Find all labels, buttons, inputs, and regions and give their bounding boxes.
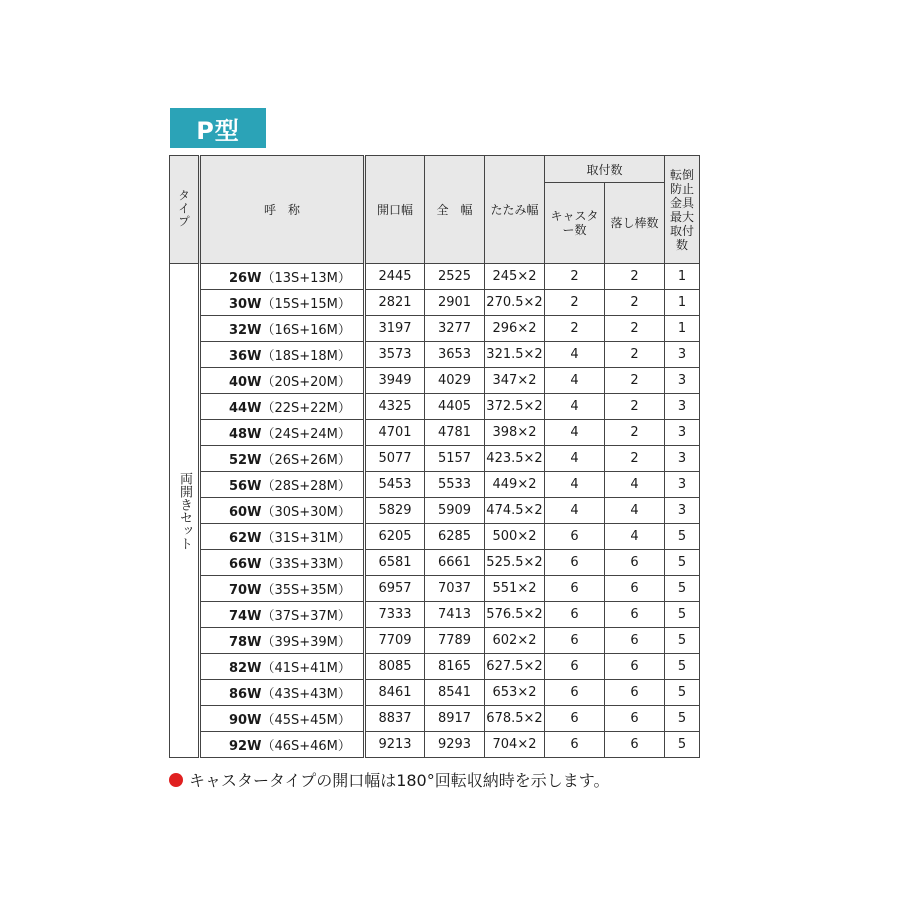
- cell-name-config: （39S+39M）: [261, 635, 351, 650]
- cell-drop: 2: [605, 342, 665, 368]
- cell-name: [200, 446, 365, 472]
- cell-anti: 5: [665, 706, 700, 732]
- cell-drop: 2: [605, 446, 665, 472]
- table-row: [170, 706, 700, 732]
- cell-name-width: 90W: [229, 713, 262, 728]
- header-name: 呼 称: [200, 156, 365, 264]
- cell-caster: 4: [545, 472, 605, 498]
- cell-caster: 4: [545, 420, 605, 446]
- cell-name-config: （45S+45M）: [261, 713, 351, 728]
- table-row: [170, 342, 700, 368]
- cell-name-width: 30W: [229, 297, 262, 312]
- table-row: [170, 550, 700, 576]
- cell-drop: 2: [605, 420, 665, 446]
- footnote-text: キャスタータイプの開口幅は180°回転収納時を示します。: [189, 771, 610, 790]
- cell-name: [200, 394, 365, 420]
- cell-name-width: 62W: [229, 531, 262, 546]
- cell-name: [200, 316, 365, 342]
- header-folded: たたみ幅: [485, 156, 545, 264]
- cell-opening: 2821: [365, 290, 425, 316]
- cell-drop: 2: [605, 316, 665, 342]
- cell-name: [200, 498, 365, 524]
- cell-full: 2901: [425, 290, 485, 316]
- cell-opening: 4325: [365, 394, 425, 420]
- cell-name: [200, 680, 365, 706]
- cell-anti: 5: [665, 654, 700, 680]
- cell-opening: 3197: [365, 316, 425, 342]
- header-type: タイプ: [170, 156, 200, 264]
- cell-folded: 347×2: [485, 368, 545, 394]
- cell-name-config: （37S+37M）: [261, 609, 351, 624]
- cell-anti: 5: [665, 602, 700, 628]
- cell-full: 6661: [425, 550, 485, 576]
- cell-folded: 653×2: [485, 680, 545, 706]
- cell-folded: 678.5×2: [485, 706, 545, 732]
- cell-anti: 3: [665, 498, 700, 524]
- cell-name: [200, 368, 365, 394]
- cell-folded: 270.5×2: [485, 290, 545, 316]
- cell-name: [200, 654, 365, 680]
- cell-name: [200, 550, 365, 576]
- type-badge: P型: [170, 108, 266, 148]
- cell-anti: 5: [665, 732, 700, 758]
- table-row: [170, 628, 700, 654]
- cell-drop: 6: [605, 628, 665, 654]
- cell-name: [200, 342, 365, 368]
- cell-name-config: （24S+24M）: [261, 427, 351, 442]
- cell-name: [200, 264, 365, 290]
- cell-full: 5533: [425, 472, 485, 498]
- cell-caster: 4: [545, 342, 605, 368]
- cell-anti: 5: [665, 628, 700, 654]
- header-drop: 落し棒数: [605, 183, 665, 264]
- cell-caster: 4: [545, 498, 605, 524]
- table-row: [170, 472, 700, 498]
- cell-name: [200, 732, 365, 758]
- cell-caster: 2: [545, 264, 605, 290]
- cell-folded: 398×2: [485, 420, 545, 446]
- cell-anti: 1: [665, 316, 700, 342]
- cell-folded: 423.5×2: [485, 446, 545, 472]
- header-caster: キャスター数: [545, 183, 605, 264]
- cell-opening: 5077: [365, 446, 425, 472]
- header-anti: [665, 156, 700, 264]
- cell-drop: 4: [605, 498, 665, 524]
- table-row: [170, 316, 700, 342]
- cell-caster: 6: [545, 602, 605, 628]
- table-row: [170, 394, 700, 420]
- cell-opening: 9213: [365, 732, 425, 758]
- cell-name-width: 74W: [229, 609, 262, 624]
- cell-drop: 6: [605, 576, 665, 602]
- cell-name-width: 40W: [229, 375, 262, 390]
- red-bullet-icon: [169, 773, 183, 787]
- cell-name: [200, 290, 365, 316]
- cell-name-config: （20S+20M）: [261, 375, 351, 390]
- cell-full: 2525: [425, 264, 485, 290]
- cell-caster: 2: [545, 316, 605, 342]
- cell-drop: 2: [605, 394, 665, 420]
- cell-anti: 5: [665, 680, 700, 706]
- header-anti-text: 転倒防止金具最大取付数: [670, 167, 695, 252]
- cell-drop: 6: [605, 680, 665, 706]
- cell-name-width: 66W: [229, 557, 262, 572]
- cell-drop: 2: [605, 368, 665, 394]
- cell-name-config: （46S+46M）: [261, 739, 351, 754]
- cell-caster: 6: [545, 706, 605, 732]
- cell-full: 5157: [425, 446, 485, 472]
- cell-name-width: 86W: [229, 687, 262, 702]
- cell-drop: 6: [605, 602, 665, 628]
- cell-full: 7789: [425, 628, 485, 654]
- cell-name-width: 32W: [229, 323, 262, 338]
- cell-folded: 474.5×2: [485, 498, 545, 524]
- cell-drop: 4: [605, 472, 665, 498]
- cell-folded: 551×2: [485, 576, 545, 602]
- cell-drop: 6: [605, 706, 665, 732]
- cell-opening: 6581: [365, 550, 425, 576]
- cell-opening: 4701: [365, 420, 425, 446]
- cell-name-config: （35S+35M）: [261, 583, 351, 598]
- table-row: [170, 446, 700, 472]
- cell-name-width: 36W: [229, 349, 262, 364]
- cell-full: 7037: [425, 576, 485, 602]
- cell-full: 8917: [425, 706, 485, 732]
- cell-opening: 6957: [365, 576, 425, 602]
- cell-caster: 6: [545, 680, 605, 706]
- cell-opening: 3949: [365, 368, 425, 394]
- cell-name: [200, 602, 365, 628]
- cell-folded: 449×2: [485, 472, 545, 498]
- cell-name-config: （41S+41M）: [261, 661, 351, 676]
- cell-name-config: （26S+26M）: [261, 453, 351, 468]
- cell-folded: 296×2: [485, 316, 545, 342]
- table-row: [170, 264, 700, 290]
- cell-name-config: （30S+30M）: [261, 505, 351, 520]
- cell-anti: 3: [665, 472, 700, 498]
- cell-name-config: （18S+18M）: [261, 349, 351, 364]
- cell-caster: 6: [545, 550, 605, 576]
- cell-name-width: 44W: [229, 401, 262, 416]
- cell-anti: 3: [665, 446, 700, 472]
- cell-name: [200, 576, 365, 602]
- cell-opening: 8085: [365, 654, 425, 680]
- cell-name-config: （15S+15M）: [261, 297, 351, 312]
- table-row: [170, 290, 700, 316]
- cell-name: [200, 420, 365, 446]
- cell-anti: 3: [665, 368, 700, 394]
- cell-anti: 5: [665, 524, 700, 550]
- cell-opening: 5453: [365, 472, 425, 498]
- cell-anti: 1: [665, 264, 700, 290]
- table-row: [170, 654, 700, 680]
- cell-name-config: （22S+22M）: [261, 401, 351, 416]
- cell-full: 7413: [425, 602, 485, 628]
- cell-folded: 704×2: [485, 732, 545, 758]
- table-header: [170, 156, 700, 264]
- cell-folded: 372.5×2: [485, 394, 545, 420]
- cell-anti: 3: [665, 394, 700, 420]
- cell-name-config: （16S+16M）: [261, 323, 351, 338]
- cell-name: [200, 628, 365, 654]
- cell-folded: 627.5×2: [485, 654, 545, 680]
- cell-name-config: （33S+33M）: [261, 557, 351, 572]
- cell-anti: 1: [665, 290, 700, 316]
- cell-name-width: 52W: [229, 453, 262, 468]
- cell-caster: 4: [545, 446, 605, 472]
- cell-opening: 7333: [365, 602, 425, 628]
- cell-opening: 7709: [365, 628, 425, 654]
- cell-folded: 576.5×2: [485, 602, 545, 628]
- cell-name: [200, 706, 365, 732]
- cell-caster: 6: [545, 732, 605, 758]
- cell-name-config: （28S+28M）: [261, 479, 351, 494]
- table-body: [170, 264, 700, 758]
- table-row: [170, 524, 700, 550]
- cell-name: [200, 472, 365, 498]
- cell-opening: 5829: [365, 498, 425, 524]
- cell-opening: 8461: [365, 680, 425, 706]
- cell-opening: 8837: [365, 706, 425, 732]
- cell-opening: 2445: [365, 264, 425, 290]
- cell-name: [200, 524, 365, 550]
- cell-anti: 3: [665, 420, 700, 446]
- cell-name-width: 70W: [229, 583, 262, 598]
- cell-folded: 321.5×2: [485, 342, 545, 368]
- cell-caster: 6: [545, 576, 605, 602]
- cell-drop: 2: [605, 264, 665, 290]
- cell-folded: 245×2: [485, 264, 545, 290]
- table-row: [170, 732, 700, 758]
- cell-name-config: （13S+13M）: [261, 271, 351, 286]
- cell-anti: 5: [665, 576, 700, 602]
- cell-drop: 2: [605, 290, 665, 316]
- cell-name-config: （31S+31M）: [261, 531, 351, 546]
- cell-drop: 4: [605, 524, 665, 550]
- table-row: [170, 420, 700, 446]
- cell-drop: 6: [605, 550, 665, 576]
- footnote: [169, 768, 609, 791]
- table-row: [170, 576, 700, 602]
- table-row: [170, 498, 700, 524]
- cell-full: 4405: [425, 394, 485, 420]
- table-row: [170, 602, 700, 628]
- cell-opening: 3573: [365, 342, 425, 368]
- header-opening: 開口幅: [365, 156, 425, 264]
- cell-name-width: 26W: [229, 271, 262, 286]
- cell-anti: 5: [665, 550, 700, 576]
- cell-full: 3653: [425, 342, 485, 368]
- cell-full: 9293: [425, 732, 485, 758]
- header-mount-group: 取付数: [545, 156, 665, 183]
- cell-caster: 6: [545, 524, 605, 550]
- cell-name-width: 48W: [229, 427, 262, 442]
- cell-name-width: 92W: [229, 739, 262, 754]
- cell-caster: 4: [545, 394, 605, 420]
- cell-name-width: 60W: [229, 505, 262, 520]
- cell-drop: 6: [605, 732, 665, 758]
- spec-table: [169, 155, 700, 758]
- cell-full: 4029: [425, 368, 485, 394]
- header-full: 全 幅: [425, 156, 485, 264]
- cell-caster: 4: [545, 368, 605, 394]
- cell-anti: 3: [665, 342, 700, 368]
- table-row: [170, 680, 700, 706]
- cell-name-width: 56W: [229, 479, 262, 494]
- cell-full: 3277: [425, 316, 485, 342]
- cell-name-config: （43S+43M）: [261, 687, 351, 702]
- cell-folded: 602×2: [485, 628, 545, 654]
- type-cell: 両開きセット: [170, 264, 200, 758]
- cell-full: 6285: [425, 524, 485, 550]
- cell-full: 8165: [425, 654, 485, 680]
- cell-folded: 525.5×2: [485, 550, 545, 576]
- cell-caster: 6: [545, 628, 605, 654]
- cell-caster: 2: [545, 290, 605, 316]
- cell-full: 4781: [425, 420, 485, 446]
- table-row: [170, 368, 700, 394]
- cell-opening: 6205: [365, 524, 425, 550]
- cell-full: 8541: [425, 680, 485, 706]
- cell-drop: 6: [605, 654, 665, 680]
- cell-full: 5909: [425, 498, 485, 524]
- cell-folded: 500×2: [485, 524, 545, 550]
- cell-caster: 6: [545, 654, 605, 680]
- cell-name-width: 82W: [229, 661, 262, 676]
- cell-name-width: 78W: [229, 635, 262, 650]
